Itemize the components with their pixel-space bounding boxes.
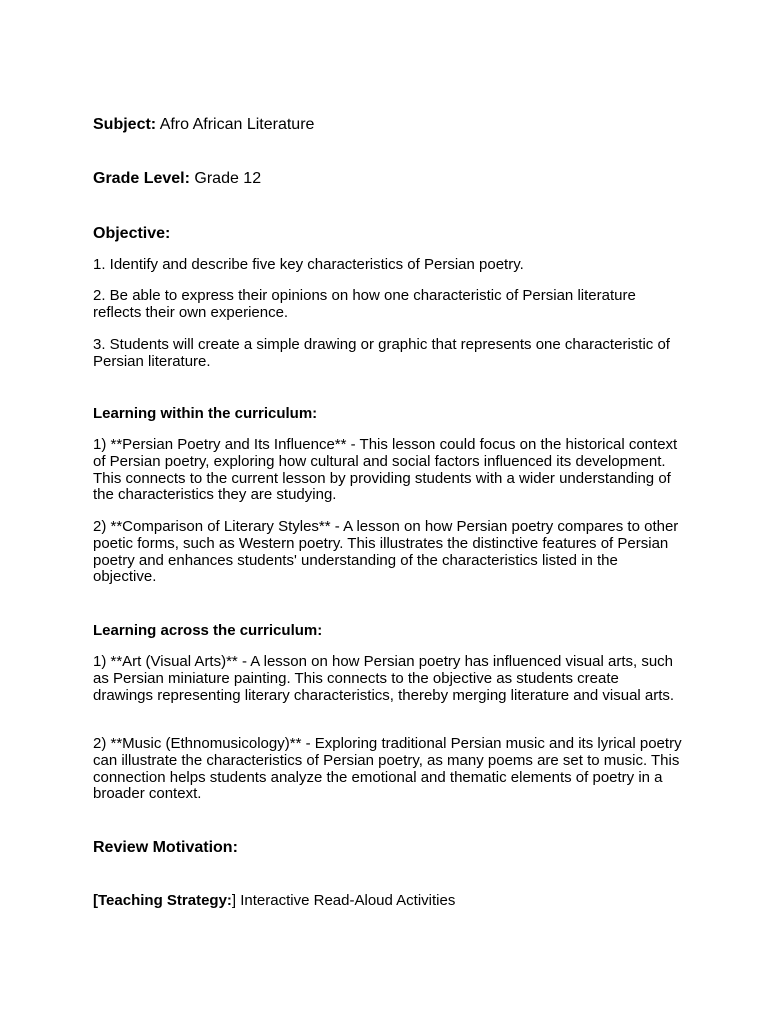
- across-curriculum-item-2: 2) **Music (Ethnomusicology)** - Exploring traditional Persian music and its lyrical poetry can illustrate the characteristics of Persian poetry, as many poems are set to music. This connection helps students analyze the emotional and thematic elements of poetry in a broader context.: [93, 735, 682, 803]
- within-curriculum-heading: Learning within the curriculum:: [93, 405, 318, 422]
- objective-heading: Objective:: [93, 225, 171, 242]
- objective-item-2: 2. Be able to express their opinions on how one characteristic of Persian literature reflects their own experience.: [93, 287, 636, 321]
- review-motivation-heading: Review Motivation:: [93, 839, 238, 856]
- subject-label: Subject:: [93, 116, 157, 133]
- within-curriculum-item-2: 2) **Comparison of Literary Styles** - A lesson on how Persian poetry compares to other poetic forms, such as Western poetry. This illustrates the distinctive features of Persian poetry and enhances students' understanding of the characteristics listed in the objective.: [93, 518, 679, 586]
- grade-level-label: Grade Level:: [93, 170, 190, 187]
- subject-value: Afro African Literature: [159, 116, 315, 133]
- objective-item-3: 3. Students will create a simple drawing or graphic that represents one characteristic of Persian literature.: [93, 336, 670, 370]
- teaching-strategy-value: ] Interactive Read-Aloud Activities: [231, 892, 456, 909]
- objective-item-1: 1. Identify and describe five key characteristics of Persian poetry.: [93, 256, 524, 273]
- teaching-strategy-line: [93, 891, 683, 911]
- grade-level-line: [93, 169, 683, 189]
- within-curriculum-item-1: 1) **Persian Poetry and Its Influence** - This lesson could focus on the historical context of Persian poetry, exploring how cultural and social factors influenced its development. This connects to the current lesson by providing students with a wider understanding of the characteristics they are studying.: [93, 436, 678, 504]
- teaching-strategy-label: [Teaching Strategy:: [93, 892, 232, 909]
- grade-level-value: Grade 12: [194, 170, 262, 187]
- subject-line: [93, 115, 683, 135]
- across-curriculum-item-1: 1) **Art (Visual Arts)** - A lesson on how Persian poetry has influenced visual arts, such as Persian miniature painting. This connects to the objective as students create drawings representing literary characteristics, thereby merging literature and visual arts.: [93, 653, 675, 704]
- across-curriculum-heading: Learning across the curriculum:: [93, 622, 323, 639]
